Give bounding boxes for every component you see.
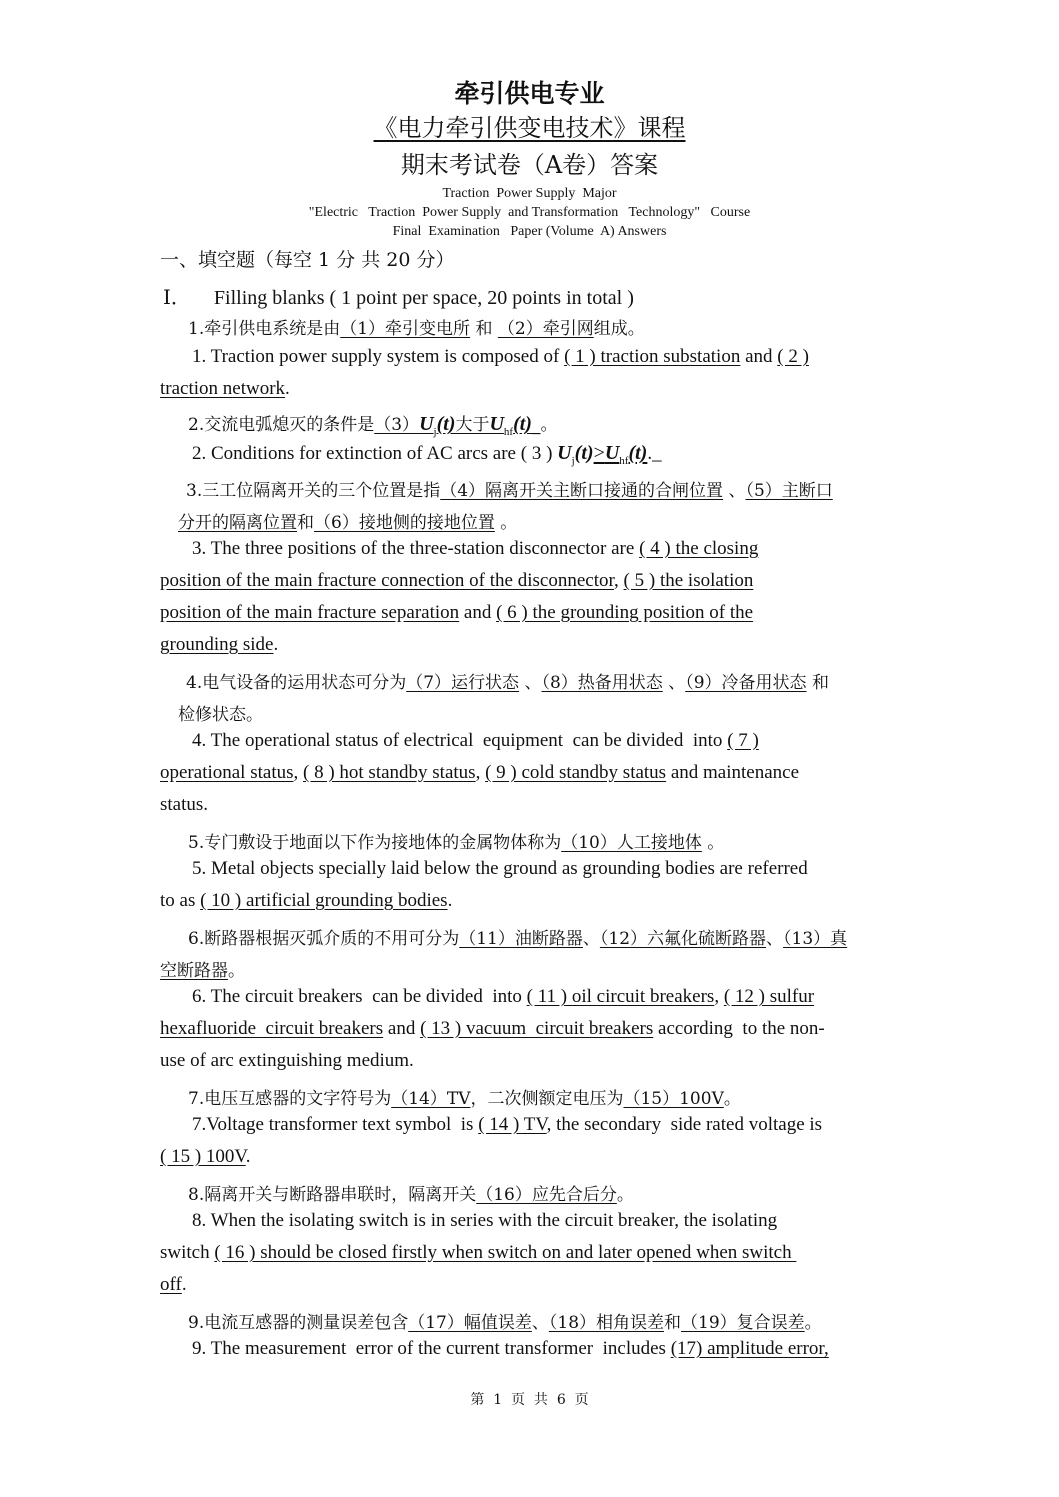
q3-cn-b: 分开的隔离位置和（6）接地侧的接地位置 。 xyxy=(178,513,518,533)
course-title-cn: 《电力牵引供变电技术》课程 xyxy=(373,114,686,142)
q4-en-a: 4. The operational status of electrical equipment can be divided into ( 7 ) xyxy=(192,730,759,751)
q6-en-a: 6. The circuit breakers can be divided into ( 11 ) oil circuit breakers, ( 12 ) sulfur xyxy=(192,986,815,1007)
answer-10-cn: （10）人工接地体 xyxy=(561,833,702,853)
q3-en-c: position of the main fracture separation and ( 6 ) the grounding position of the xyxy=(160,602,754,623)
answer-8-cn: （8）热备用状态 xyxy=(541,673,663,693)
q6-cn-a: 6.断路器根据灭弧介质的不用可分为（11）油断路器、（12）六氟化硫断路器、（13）真 xyxy=(188,929,848,949)
exam-title-cn: 期末考试卷（A卷）答案 xyxy=(400,151,659,179)
answer-1-cn: （1）牵引变电所 xyxy=(340,319,471,339)
answer-1-en: ( 1 ) traction substation xyxy=(564,346,741,367)
q7-en-a: 7.Voltage transformer text symbol is ( 14 ) TV, the secondary side rated voltage is xyxy=(192,1114,823,1135)
q4-en-b: operational status, ( 8 ) hot standby status, ( 9 ) cold standby status and maintenance xyxy=(160,762,800,783)
q4-cn-b: 检修状态。 xyxy=(178,705,263,725)
answer-10-en: ( 10 ) artificial grounding bodies xyxy=(200,890,448,911)
q2-cn: 2.交流电弧熄灭的条件是$(3)U_j(t)$大于$U_{hf}(t)\_$。 xyxy=(188,413,558,438)
q4-cn-a: 4.电气设备的运用状态可分为（7）运行状态 、（8）热备用状态 、（9）冷备用状态 和 xyxy=(186,673,829,693)
page-footer: 第 1 页 共 6 页 xyxy=(470,1392,589,1408)
answer-4-en: ( 4 ) the closing xyxy=(639,538,759,559)
answer-5-en: ( 5 ) the isolation xyxy=(623,570,754,591)
answer-5-cn-cont: 分开的隔离位置 xyxy=(178,513,297,533)
q3-en-a: 3. The three positions of the three-station disconnector are ( 4 ) the closing xyxy=(192,538,759,559)
q8-en-c: off. xyxy=(160,1274,187,1295)
q7-cn: 7.电压互感器的文字符号为（14）TV，二次侧额定电压为（15）100V。 xyxy=(188,1089,741,1109)
answer-4-cn: （4）隔离开关主断口接通的合闸位置 xyxy=(440,481,724,501)
answer-6-cn: （6）接地侧的接地位置 xyxy=(314,513,495,533)
answer-9-cn: （9）冷备用状态 xyxy=(685,673,807,693)
q9-cn: 9.电流互感器的测量误差包含（17）幅值误差、（18）相角误差和（19）复合误差。 xyxy=(188,1313,822,1333)
q6-en-c: use of arc extinguishing medium. xyxy=(160,1050,414,1071)
q1-en-b: traction network. xyxy=(160,378,290,399)
q4-en-c: status. xyxy=(160,794,209,815)
answer-9-en: ( 9 ) cold standby status xyxy=(485,762,667,783)
q8-en-b: switch ( 16 ) should be closed firstly when switch on and later opened when switch xyxy=(160,1242,797,1263)
answer-12-en: ( 12 ) sulfur xyxy=(723,986,815,1007)
answer-2-cn: （2）牵引网 xyxy=(497,319,594,339)
q6-cn-b: 空断路器。 xyxy=(160,961,245,981)
q7-en-b: ( 15 ) 100V. xyxy=(160,1146,251,1167)
q5-cn: 5.专门敷设于地面以下作为接地体的金属物体称为（10）人工接地体 。 xyxy=(188,833,725,853)
answer-5-cn: （5）主断口 xyxy=(745,481,833,501)
answer-17-en: (17) amplitude error, xyxy=(670,1338,829,1359)
q6-en-b: hexafluoride circuit breakers and ( 13 ) vacuum circuit breakers according to the non- xyxy=(160,1018,825,1039)
major-title-cn: 牵引供电专业 xyxy=(454,79,605,108)
answer-19-cn: （19）复合误差 xyxy=(681,1313,805,1333)
major-title-en: Traction Power Supply Major xyxy=(442,186,617,201)
section-title-cn: 一、填空题（每空 1 分 共 20 分） xyxy=(160,249,455,271)
section-title-en: Ⅰ． Filling blanks ( 1 point per space, 20 points in total ) xyxy=(163,287,634,309)
answer-11-cn: （11）油断路器 xyxy=(459,929,583,949)
course-title-en: "Electric Traction Power Supply and Transformation Technology" Course xyxy=(308,205,751,220)
q8-cn: 8.隔离开关与断路器串联时，隔离开关（16）应先合后分。 xyxy=(188,1185,634,1205)
title-block xyxy=(0,78,1059,241)
q5-en-a: 5. Metal objects specially laid below the ground as grounding bodies are referred xyxy=(192,858,808,879)
q3-en-b: position of the main fracture connection of the disconnector, ( 5 ) the isolation xyxy=(160,570,754,591)
answer-2-en: ( 2 ) xyxy=(777,346,809,367)
answer-2-en-cont: traction network xyxy=(160,378,286,399)
q1-en-a: 1. Traction power supply system is composed of ( 1 ) traction substation and ( 2 ) xyxy=(192,346,809,367)
answer-18-cn: （18）相角误差 xyxy=(548,1313,665,1333)
answer-13-en: ( 13 ) vacuum circuit breakers xyxy=(420,1018,654,1039)
answer-16-en: ( 16 ) should be closed firstly when switch on and later opened when switch xyxy=(214,1242,797,1263)
answer-12-cn: （12）六氟化硫断路器 xyxy=(599,929,767,949)
answer-8-en: ( 8 ) hot standby status xyxy=(303,762,476,783)
q8-en-a: 8. When the isolating switch is in series with the circuit breaker, the isolating xyxy=(192,1210,778,1231)
exam-title-en: Final Examination Paper (Volume A) Answers xyxy=(392,224,667,239)
q2-en: 2. Conditions for extinction of AC arcs are ( 3 ) $U_j(t)>U_{hf}(t).\_$ xyxy=(192,442,662,467)
q3-cn-a: 3.三工位隔离开关的三个位置是指（4）隔离开关主断口接通的合闸位置 、（5）主断口 xyxy=(186,481,833,501)
q9-en: 9. The measurement error of the current transformer includes (17) amplitude error, xyxy=(192,1338,829,1359)
answer-14-en: ( 14 ) TV xyxy=(478,1114,547,1135)
answer-16-cn: （16）应先合后分 xyxy=(476,1185,617,1205)
q1-cn: 1.牵引供电系统是由（1）牵引变电所 和 （2）牵引网组成。 xyxy=(188,319,645,339)
answer-15-cn: （15）100V xyxy=(623,1089,724,1109)
answer-7-cn: （7）运行状态 xyxy=(406,673,520,693)
q3-en-d: grounding side. xyxy=(160,634,279,655)
answer-7-en: ( 7 ) xyxy=(727,730,759,751)
answer-17-cn: （17）幅值误差 xyxy=(408,1313,532,1333)
answer-11-en: ( 11 ) oil circuit breakers xyxy=(526,986,715,1007)
answer-15-en: ( 15 ) 100V xyxy=(160,1146,246,1167)
answer-3-cn: $(3)U_j(t)$大于$U_{hf}(t)\_$ xyxy=(374,413,541,438)
answer-14-cn: （14）TV xyxy=(391,1089,471,1109)
answer-13-cn: （13）真 xyxy=(783,929,848,949)
q5-en-b: to as ( 10 ) artificial grounding bodies. xyxy=(160,890,453,911)
answer-6-en: ( 6 ) the grounding position of the xyxy=(496,602,754,623)
